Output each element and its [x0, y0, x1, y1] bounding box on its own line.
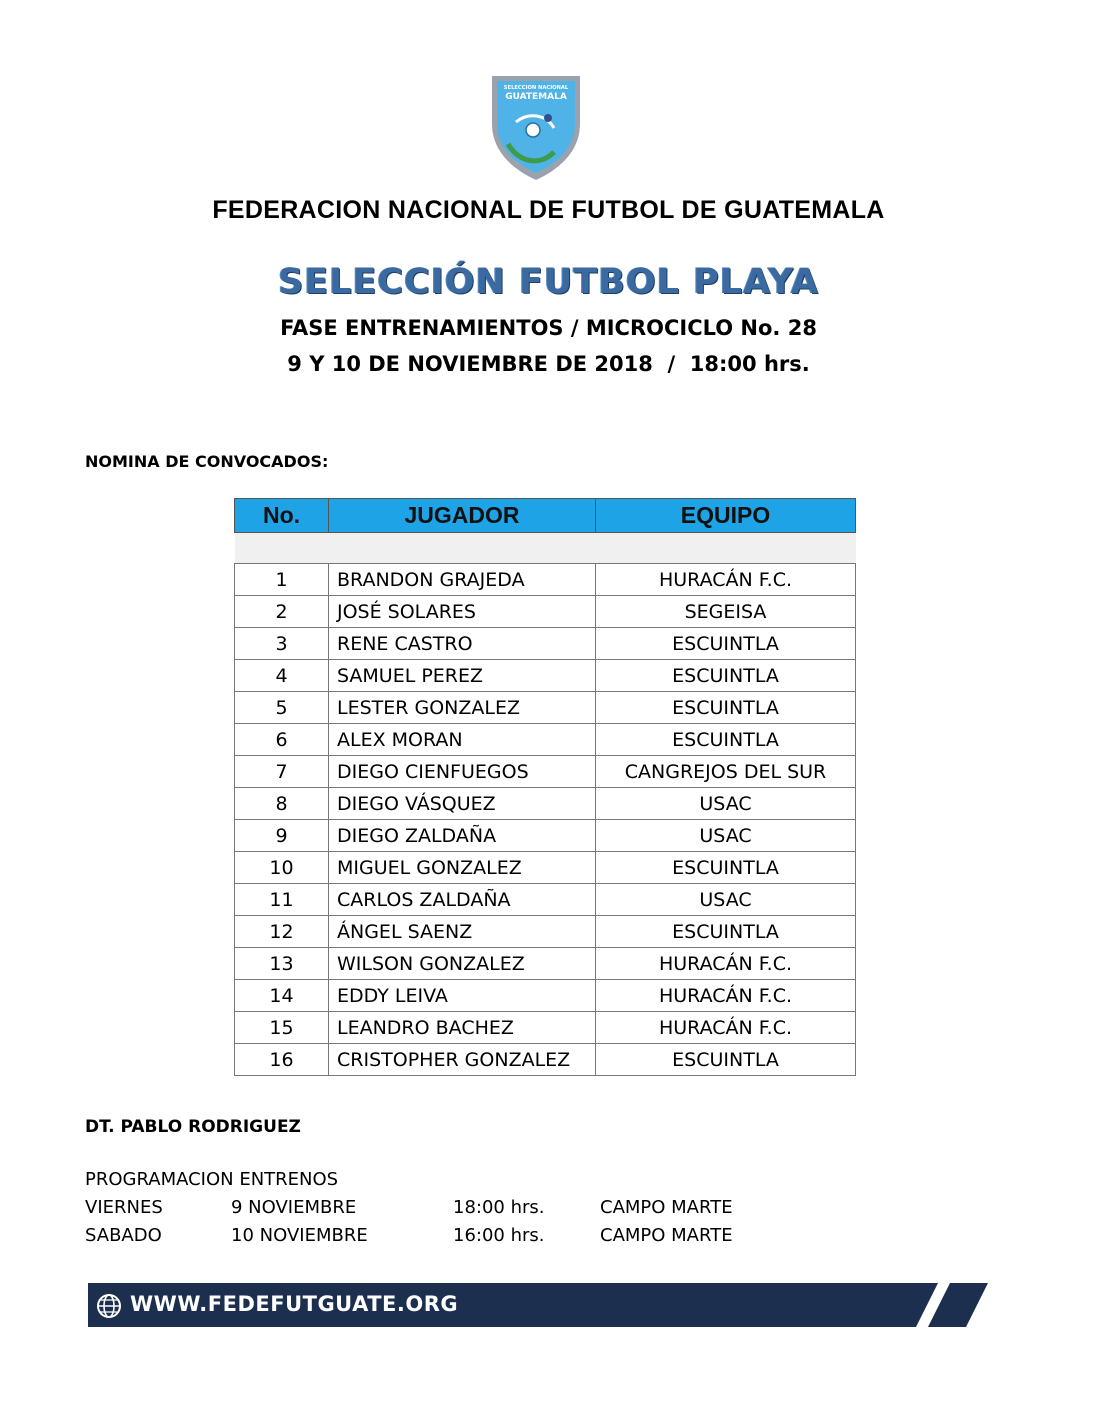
schedule-heading: PROGRAMACION ENTRENOS: [85, 1169, 339, 1190]
player-team-cell: HURACÁN F.C.: [596, 1012, 856, 1044]
coach-name: DT. PABLO RODRIGUEZ: [85, 1117, 301, 1137]
player-name-cell: MIGUEL GONZALEZ: [329, 852, 596, 884]
table-row: [235, 596, 856, 628]
player-name-cell: LESTER GONZALEZ: [329, 692, 596, 724]
table-spacer-row: [235, 533, 856, 564]
player-name-cell: CARLOS ZALDAÑA: [329, 884, 596, 916]
nomina-label: NOMINA DE CONVOCADOS:: [85, 452, 329, 471]
player-team-cell: USAC: [596, 820, 856, 852]
player-name-cell: ÁNGEL SAENZ: [329, 916, 596, 948]
table-row: [235, 788, 856, 820]
table-row: [235, 564, 856, 596]
player-number-cell: 16: [235, 1044, 329, 1076]
table-row: [235, 884, 856, 916]
player-name-cell: ALEX MORAN: [329, 724, 596, 756]
federation-crest-logo: [488, 72, 584, 182]
schedule-row-1-place: CAMPO MARTE: [600, 1197, 733, 1218]
player-team-cell: ESCUINTLA: [596, 692, 856, 724]
table-row: [235, 756, 856, 788]
player-number-cell: 2: [235, 596, 329, 628]
player-name-cell: LEANDRO BACHEZ: [329, 1012, 596, 1044]
player-name-cell: BRANDON GRAJEDA: [329, 564, 596, 596]
schedule-row-1-time: 18:00 hrs.: [453, 1197, 545, 1218]
player-number-cell: 1: [235, 564, 329, 596]
table-row: [235, 820, 856, 852]
player-team-cell: ESCUINTLA: [596, 852, 856, 884]
player-team-cell: CANGREJOS DEL SUR: [596, 756, 856, 788]
player-number-cell: 8: [235, 788, 329, 820]
player-team-cell: HURACÁN F.C.: [596, 980, 856, 1012]
training-phase-subtitle: FASE ENTRENAMIENTOS / MICROCICLO No. 28: [280, 316, 817, 340]
schedule-row-2-time: 16:00 hrs.: [453, 1225, 545, 1246]
page-title: SELECCIÓN FUTBOL PLAYA: [278, 262, 819, 302]
table-row: [235, 948, 856, 980]
player-name-cell: CRISTOPHER GONZALEZ: [329, 1044, 596, 1076]
player-number-cell: 3: [235, 628, 329, 660]
player-team-cell: ESCUINTLA: [596, 628, 856, 660]
schedule-row-2-place: CAMPO MARTE: [600, 1225, 733, 1246]
player-team-cell: USAC: [596, 884, 856, 916]
player-name-cell: JOSÉ SOLARES: [329, 596, 596, 628]
player-name-cell: EDDY LEIVA: [329, 980, 596, 1012]
roster-header-row: [235, 499, 856, 533]
date-time-line: 9 Y 10 DE NOVIEMBRE DE 2018 / 18:00 hrs.: [287, 352, 810, 376]
player-number-cell: 6: [235, 724, 329, 756]
player-number-cell: 12: [235, 916, 329, 948]
player-team-cell: ESCUINTLA: [596, 916, 856, 948]
player-name-cell: SAMUEL PEREZ: [329, 660, 596, 692]
player-name-cell: DIEGO CIENFUEGOS: [329, 756, 596, 788]
player-name-cell: WILSON GONZALEZ: [329, 948, 596, 980]
player-number-cell: 4: [235, 660, 329, 692]
schedule-row-1-date: 9 NOVIEMBRE: [231, 1197, 357, 1218]
player-name-cell: RENE CASTRO: [329, 628, 596, 660]
player-team-cell: USAC: [596, 788, 856, 820]
player-number-cell: 5: [235, 692, 329, 724]
player-team-cell: HURACÁN F.C.: [596, 948, 856, 980]
column-header-team: EQUIPO: [596, 499, 856, 533]
player-number-cell: 13: [235, 948, 329, 980]
table-row: [235, 852, 856, 884]
player-team-cell: SEGEISA: [596, 596, 856, 628]
table-row: [235, 1044, 856, 1076]
player-number-cell: 10: [235, 852, 329, 884]
website-link[interactable]: WWW.FEDEFUTGUATE.ORG: [130, 1292, 459, 1316]
column-header-number: No.: [235, 499, 329, 533]
player-team-cell: ESCUINTLA: [596, 660, 856, 692]
player-number-cell: 9: [235, 820, 329, 852]
player-number-cell: 11: [235, 884, 329, 916]
player-team-cell: ESCUINTLA: [596, 724, 856, 756]
player-number-cell: 14: [235, 980, 329, 1012]
crest-text-line1: SELECCION NACIONAL: [503, 85, 569, 91]
table-row: [235, 980, 856, 1012]
federation-name: FEDERACION NACIONAL DE FUTBOL DE GUATEMALA: [212, 196, 885, 224]
table-row: [235, 1012, 856, 1044]
table-row: [235, 692, 856, 724]
player-name-cell: DIEGO ZALDAÑA: [329, 820, 596, 852]
roster-table: [234, 498, 856, 1076]
player-team-cell: HURACÁN F.C.: [596, 564, 856, 596]
schedule-row-2-day: SABADO: [85, 1225, 162, 1246]
player-team-cell: ESCUINTLA: [596, 1044, 856, 1076]
player-name-cell: DIEGO VÁSQUEZ: [329, 788, 596, 820]
table-row: [235, 724, 856, 756]
column-header-player: JUGADOR: [329, 499, 596, 533]
schedule-row-2-date: 10 NOVIEMBRE: [231, 1225, 368, 1246]
player-number-cell: 15: [235, 1012, 329, 1044]
table-row: [235, 660, 856, 692]
player-number-cell: 7: [235, 756, 329, 788]
table-row: [235, 628, 856, 660]
schedule-row-1-day: VIERNES: [85, 1197, 163, 1218]
table-row: [235, 916, 856, 948]
globe-icon: [96, 1293, 122, 1319]
crest-text-line2: GUATEMALA: [505, 92, 567, 102]
